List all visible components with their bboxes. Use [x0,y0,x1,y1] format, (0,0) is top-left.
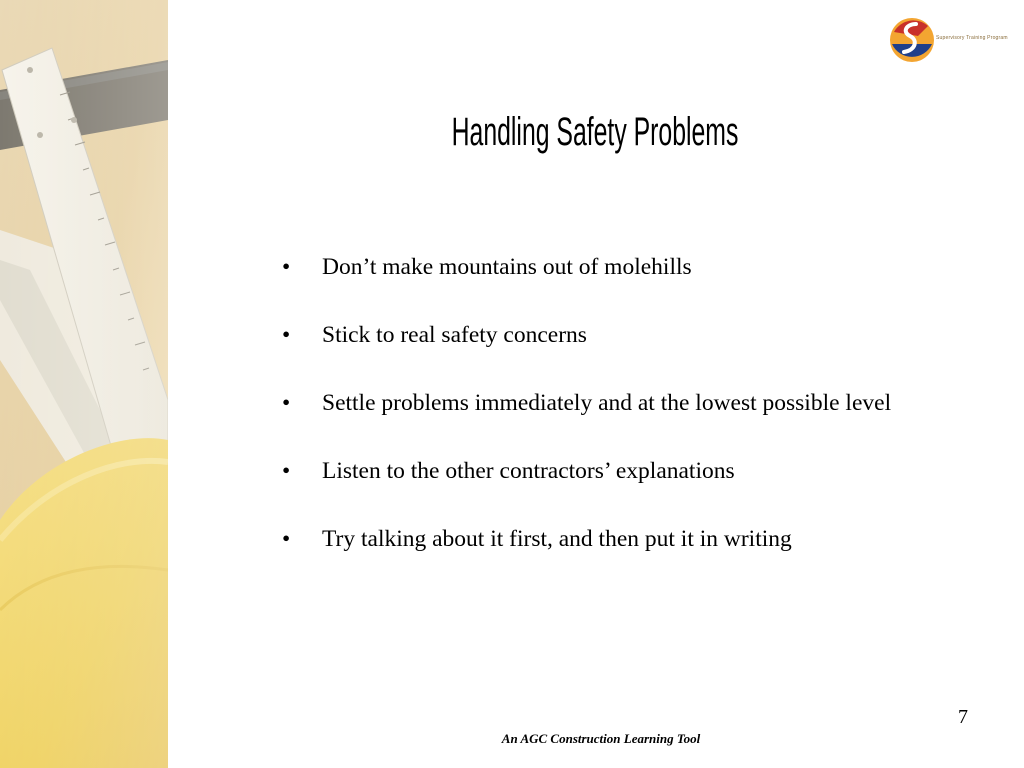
bullet-marker: • [282,322,291,348]
bullet-text: Settle problems immediately and at the lowest possible level [322,390,892,416]
construction-tools-illustration [0,0,168,768]
bullet-text: Don’t make mountains out of molehills [322,254,692,280]
slide-title: Handling Safety Problems [451,110,739,154]
bullet-text: Listen to the other contractors’ explanations [322,458,735,484]
bullet-marker: • [282,254,291,280]
bullet-list [282,252,972,592]
stp-logo-mark [888,14,936,66]
bullet-marker: • [282,390,291,416]
bullet-item [282,524,972,555]
stp-logo [888,14,1016,70]
bullet-item [282,320,972,351]
bullet-item [282,388,972,419]
bullet-marker: • [282,458,291,484]
footer-text: An AGC Construction Learning Tool [501,731,701,746]
bullet-text: Try talking about it first, and then put it in writing [322,526,792,552]
side-photo-strip [0,0,168,768]
logo-tagline: Supervisory Training Program [936,35,1008,41]
bullet-item [282,252,972,283]
bullet-item [282,456,972,487]
bullet-marker: • [282,526,291,552]
page-number: 7 [958,706,968,728]
bullet-text: Stick to real safety concerns [322,322,587,348]
